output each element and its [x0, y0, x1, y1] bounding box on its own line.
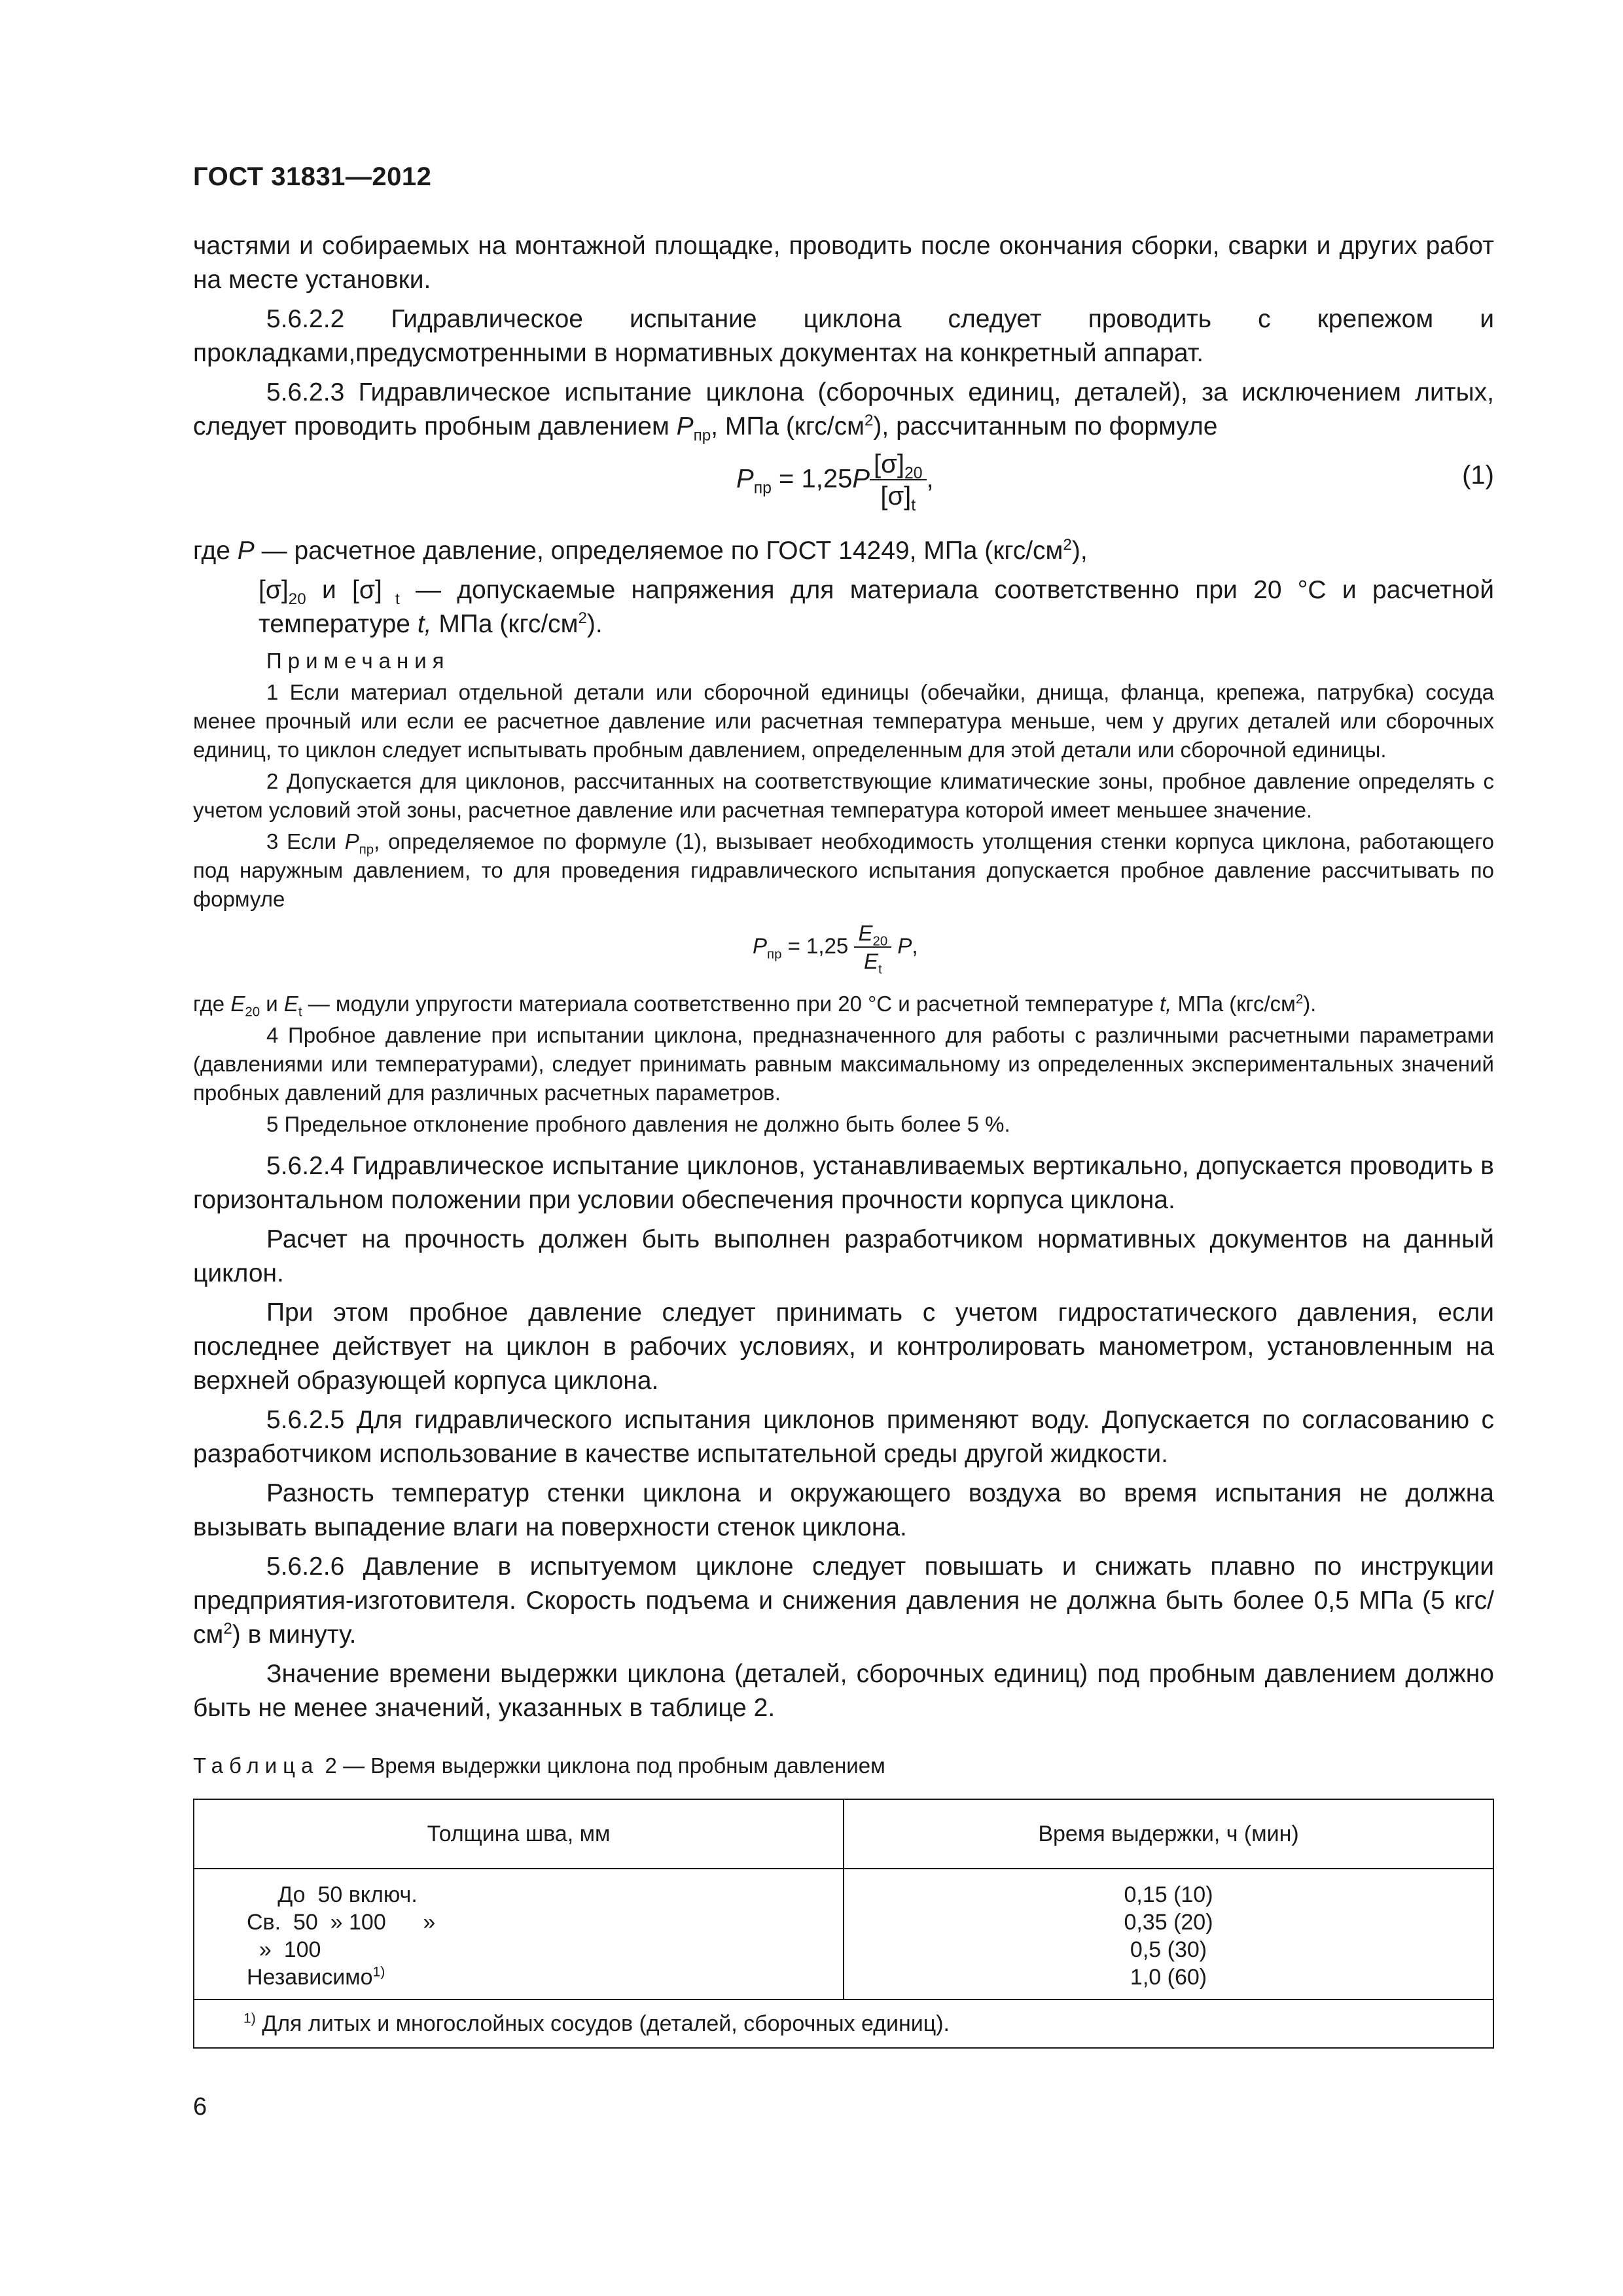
note-2: 2 Допускается для циклонов, рассчитанных на соответствующие климатические зоны, пробное давление определять с учетом условий этой зоны, расчетное давление или расчетная температура которой имеет меньшее значение. [193, 769, 1494, 822]
note-4: 4 Пробное давление при испытании циклона, предназначенного для работы с различными расчетными параметрами (давлениями или температурами), следует принимать равным максимальному из определенных экспериментальных значений пробных давлений для различных расчетных параметров. [193, 1023, 1494, 1105]
paragraph-5-6-2-2: 5.6.2.2 Гидравлическое испытание циклона следует проводить с крепежом и прокладками,предусмотренными в нормативных документах на конкретный аппарат. [193, 305, 1494, 367]
formula-1-number: (1) [1462, 461, 1494, 490]
where-sigma: $[\sigma]_{20}$ и [σ] $_t$ — допускаемые напряжения для материала соответственно при 20 °С и расчетной температуре t, МПа $(кгс/см^2)$. [259, 576, 1494, 638]
paragraph-strength-calc: Расчет на прочность должен быть выполнен разработчиком нормативных документов на данный циклон. [193, 1225, 1494, 1287]
table-row: 1,0 (60) [1130, 1965, 1207, 1990]
table-row: 0,5 (30) [1130, 1937, 1207, 1962]
table-2 [193, 1799, 1494, 2049]
table-row: » 100 [247, 1937, 321, 1962]
notes-block [193, 647, 1494, 1139]
hold-time-cell [844, 1869, 1493, 2000]
notes-heading: Примечания [266, 649, 450, 673]
table-header-row [194, 1799, 1493, 1869]
paragraph-5-6-2-4: 5.6.2.4 Гидравлическое испытание циклонов, устанавливаемых вертикально, допускается проводить в горизонтальном положении при условии обеспечения прочности корпуса циклона. [193, 1152, 1494, 1214]
document-header: ГОСТ 31831—2012 [193, 162, 432, 191]
paragraph-hold-time: Значение времени выдержки циклона (деталей, сборочных единиц) под пробным давлением должно быть не менее значений, указанных в таблице 2. [193, 1660, 1494, 1722]
column-header-thickness: Толщина шва, мм [194, 1799, 844, 1869]
paragraph-temperature: Разность температур стенки циклона и окружающего воздуха во время испытания не должна вызывать выпадение влаги на поверхности стенок циклона. [193, 1479, 1494, 1541]
formula-2: $P_{пр} = 1,25$ $\frac{E_{20}}{E_t}$ P, [753, 921, 918, 977]
paragraph-5-6-2-5: 5.6.2.5 Для гидравлического испытания циклонов применяют воду. Допускается по согласованию с разработчиком использование в качестве испытательной среды другой жидкости. [193, 1406, 1494, 1468]
table-body-row [194, 1869, 1493, 2000]
column-header-hold-time: Время выдержки, ч (мин) [844, 1799, 1493, 1869]
where-e: где $E_{20}$ и $E_t$ — модули упругости материала соответственно при 20 °С и расчетной температуре t, МПа $(кгс/см^2)$. [193, 992, 1317, 1020]
formula-1: $P_{пр} = 1,25P$ $\frac{[\sigma]_{20}}{[\sigma]_t}$ , (1) [736, 450, 1494, 514]
note-3: 3 Если $P_{пр}$, определяемое по формуле (1), вызывает необходимость утолщения стенки корпуса циклона, работающего под наружным давлением, то для проведения гидравлического испытания допускается пробное давление рассчитывать по формуле [193, 829, 1494, 911]
formula-1-fraction: $\frac{[\sigma]_{20}}{[\sigma]_t}$ [870, 449, 927, 512]
paragraph-hydrostatic: При этом пробное давление следует принимать с учетом гидростатического давления, если последнее действует на циклон в рабочих условиях, и контролировать манометром, установленным на верхней образующей корпуса циклона. [193, 1299, 1494, 1395]
table-row: Св. 50 » 100 » [247, 1910, 436, 1935]
table-row: До 50 включ. [247, 1882, 418, 1907]
document-body [193, 229, 1494, 2049]
note-1: 1 Если материал отдельной детали или сборочной единицы (обечайки, днища, фланца, крепежа, патрубка) сосуда менее прочный или если ее расчетное давление или расчетная температура меньше, чем у других деталей или сборочных единиц, то циклон следует испытывать пробным давлением, определенным для этой детали или сборочной единицы. [193, 680, 1494, 762]
thickness-cell [194, 1869, 844, 2000]
table-footnote: $^{1)}$ Для литых и многослойных сосудов (деталей, сборочных единиц). [194, 2000, 1493, 2048]
table-2-caption: Таблица 2 — Время выдержки циклона под пробным давлением [193, 1753, 885, 1778]
table-row: 0,15 (10) [1124, 1882, 1213, 1907]
table-row: Независимо$^{1)}$ [247, 1964, 385, 1990]
paragraph-intro: частями и собираемых на монтажной площадке, проводить после окончания сборки, сварки и других работ на месте установки. [193, 232, 1494, 294]
table-row: 0,35 (20) [1124, 1910, 1213, 1935]
paragraph-5-6-2-6: 5.6.2.6 Давление в испытуемом циклоне следует повышать и снижать плавно по инструкции предприятия-изготовителя. Скорость подъема и снижения давления не должна быть более 0,5 МПа (5 кгс/$см^2$) в минуту. [193, 1552, 1494, 1649]
table-footnote-row [194, 2000, 1493, 2048]
paragraph-5-6-2-3: 5.6.2.3 Гидравлическое испытание циклона (сборочных единиц, деталей), за исключением литых, следует проводить пробным давлением $P_{пр}$, МПа $(кгс/см^2)$, рассчитанным по формуле [193, 378, 1494, 444]
formula-2-fraction: $\frac{E_{20}}{E_t}$ [854, 920, 891, 975]
page-number: 6 [193, 2093, 207, 2121]
note-5: 5 Предельное отклонение пробного давления не должно быть более 5 %. [266, 1112, 1010, 1136]
where-p: где P — расчетное давление, определяемое по ГОСТ 14249, МПа $(кгс/см^2)$, [193, 536, 1088, 565]
